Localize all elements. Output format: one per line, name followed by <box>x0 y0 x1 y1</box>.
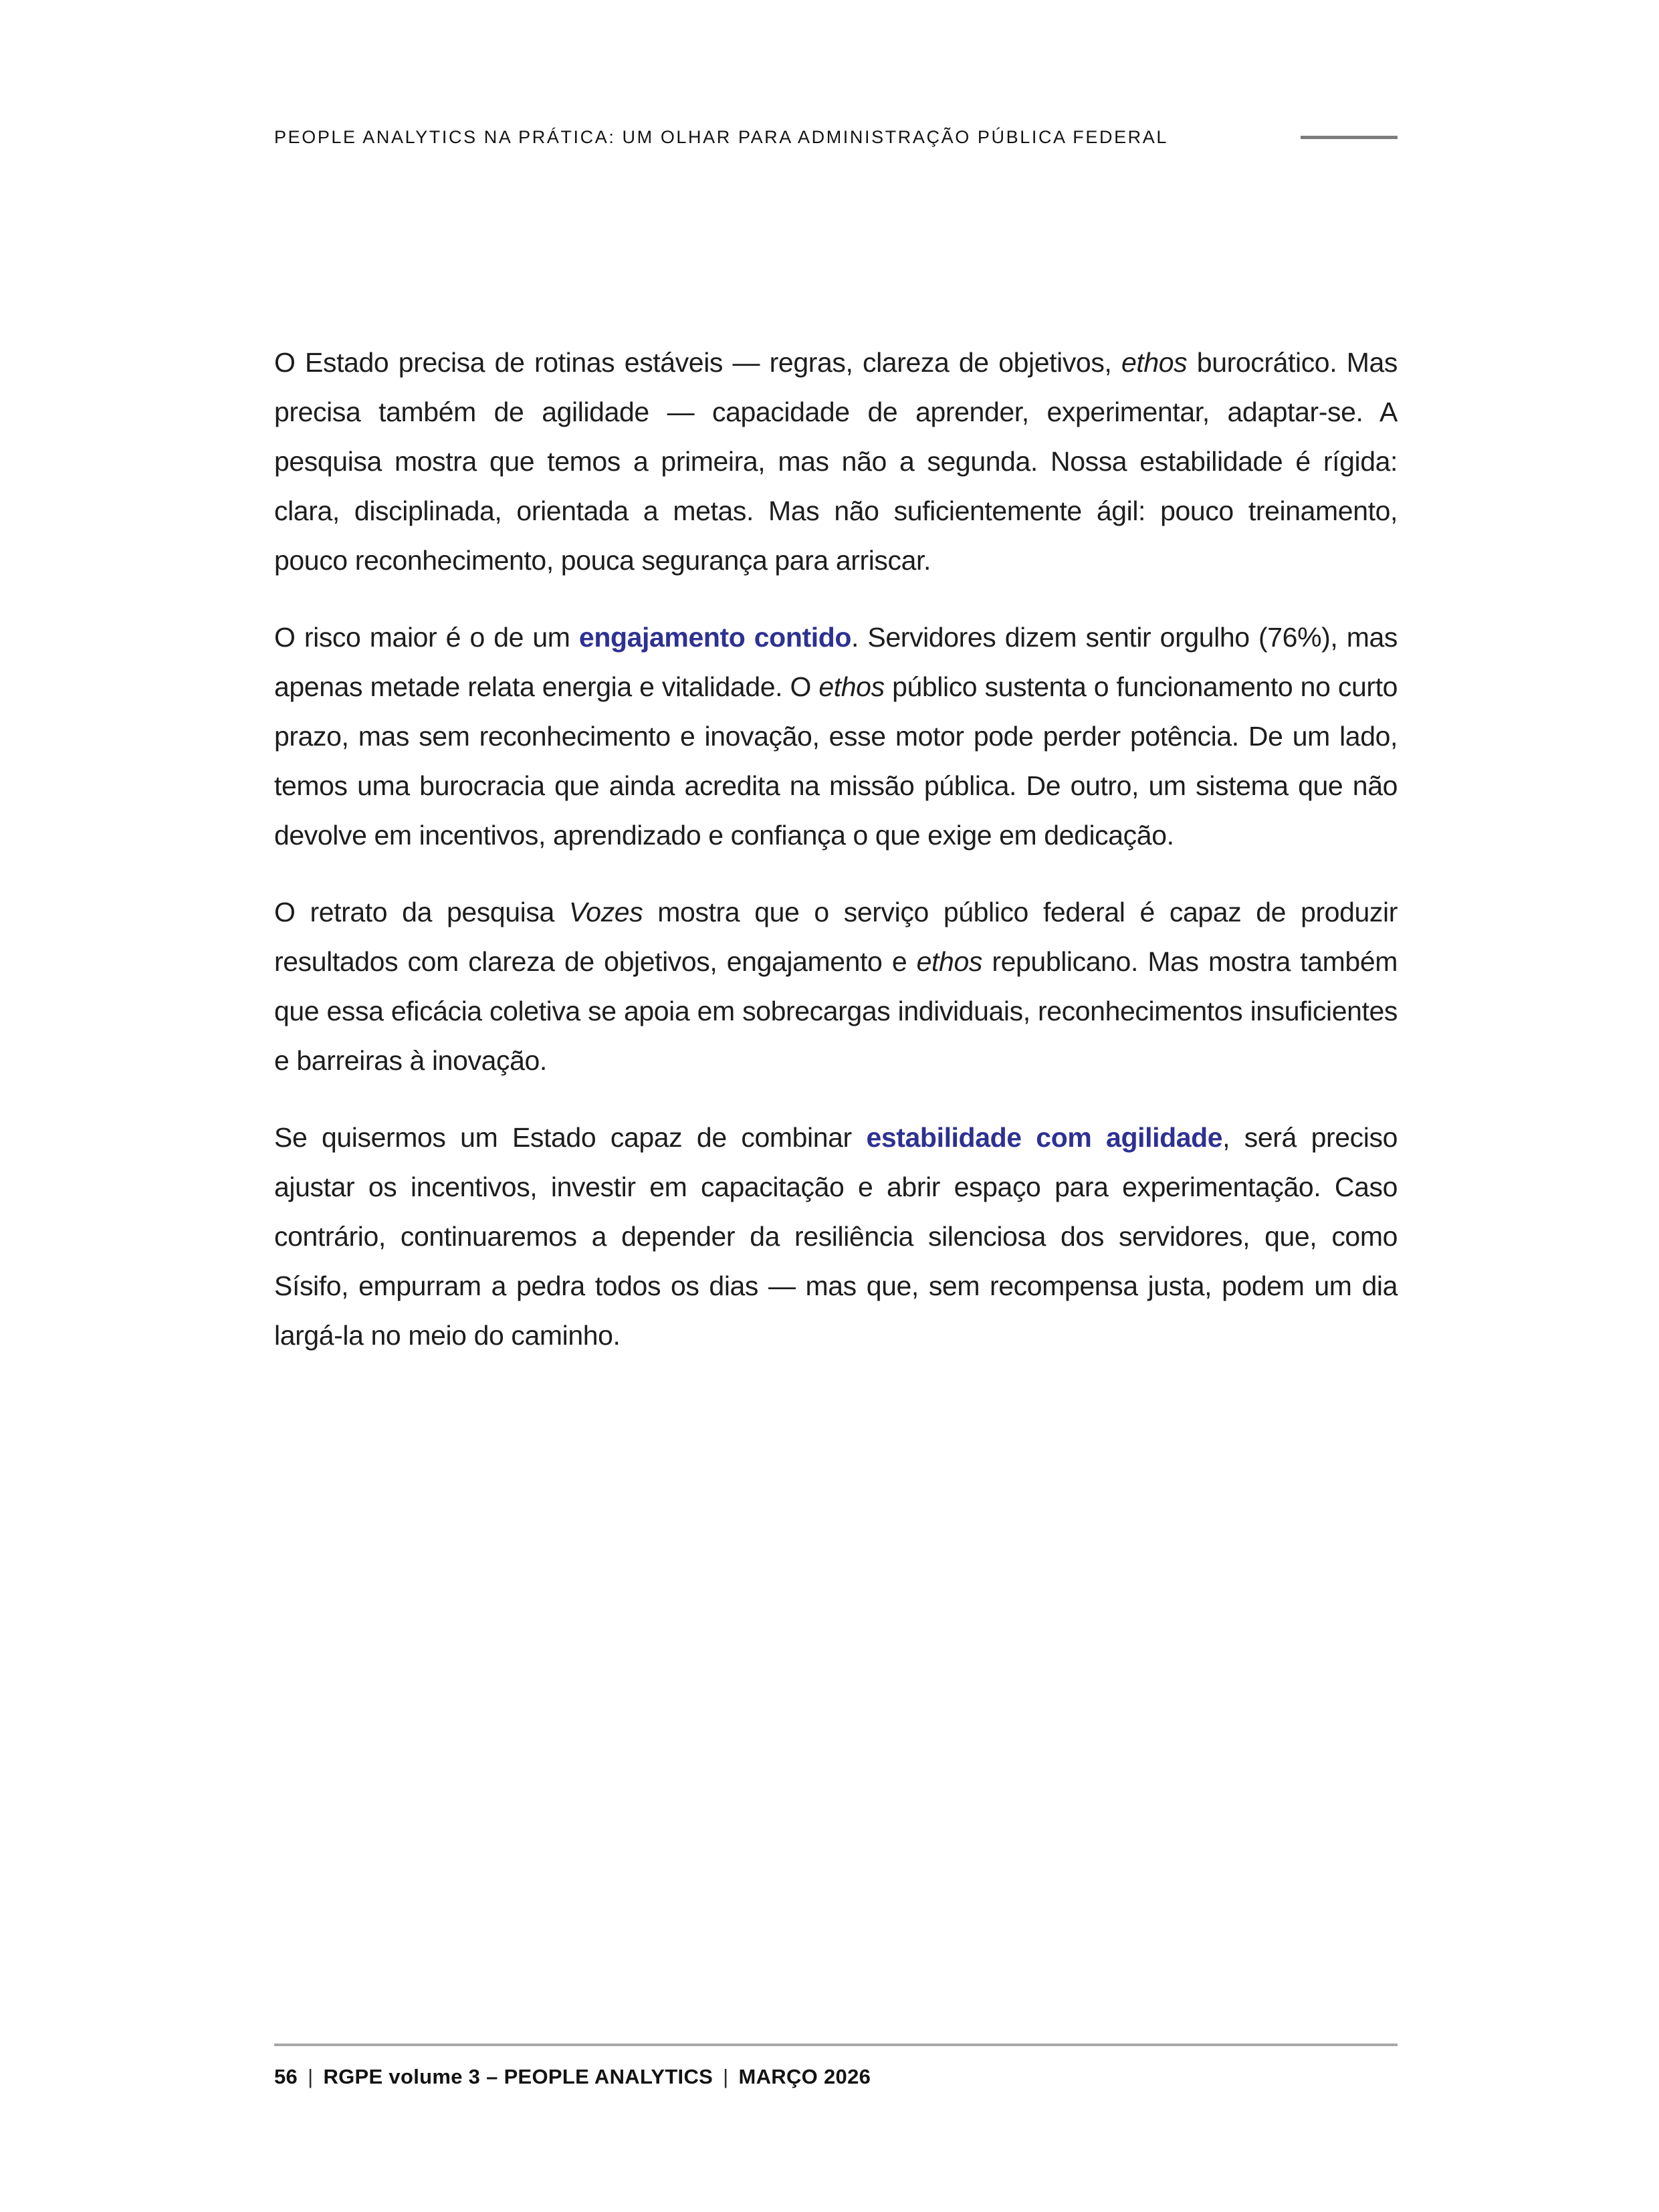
italic-term: Vozes <box>568 897 643 927</box>
body-text-run: mostra que o serviço público federal é capaz de produzir resultados com clareza de objetivos, engajamento e <box>274 897 1398 977</box>
body-text-run: Se quisermos um Estado capaz de combinar <box>274 1122 867 1153</box>
emphasis-accent-text: estabilidade com agilidade <box>866 1122 1223 1153</box>
italic-term: ethos <box>818 671 885 702</box>
body-text-run: , será preciso ajustar os incentivos, investir em capacitação e abrir espaço para experimentação. Caso contrário, continuaremos a depender da resiliência silenciosa dos servidores, que, como Sísifo, empurram a pedra todos os dias — mas que, sem recompensa justa, podem um dia largá-la no meio do caminho. <box>274 1122 1398 1351</box>
article-body <box>274 338 1398 1360</box>
header-rule <box>1301 136 1398 139</box>
body-text-run: republicano. Mas mostra também que essa eficácia coletiva se apoia em sobrecargas individuais, reconhecimentos insuficientes e barreiras à inovação. <box>274 946 1398 1076</box>
body-text-run: O Estado precisa de rotinas estáveis — regras, clareza de objetivos, <box>274 347 1121 378</box>
body-text-run: burocrático. Mas precisa também de agilidade — capacidade de aprender, experimentar, adaptar-se. A pesquisa mostra que temos a primeira, mas não a segunda. Nossa estabilidade é rígida: clara, disciplinada, orientada a metas. Mas não suficientemente ágil: pouco treinamento, pouco reconhecimento, pouca segurança para arriscar. <box>274 347 1398 576</box>
emphasis-accent-text: engajamento contido <box>578 622 852 653</box>
paragraph <box>274 887 1398 1085</box>
paragraph <box>274 1113 1398 1360</box>
footer-issue-date: MARÇO 2026 <box>738 2065 871 2088</box>
running-header-title: PEOPLE ANALYTICS NA PRÁTICA: UM OLHAR PARA ADMINISTRAÇÃO PÚBLICA FEDERAL <box>274 127 1169 147</box>
footer-page-number: 56 <box>274 2065 298 2088</box>
footer-separator: | <box>308 2065 314 2088</box>
paragraph <box>274 338 1398 585</box>
italic-term: ethos <box>916 946 982 977</box>
running-header <box>274 127 1398 148</box>
footer-journal: RGPE volume 3 – PEOPLE ANALYTICS <box>323 2065 713 2088</box>
running-footer <box>274 2065 1398 2089</box>
footer-rule <box>274 2043 1398 2046</box>
paragraph <box>274 613 1398 860</box>
footer-separator: | <box>723 2065 729 2088</box>
body-text-run: . Servidores dizem sentir orgulho (76%), mas apenas metade relata energia e vitalidade. O <box>274 622 1398 702</box>
body-text-run: O risco maior é o de um <box>274 622 579 653</box>
italic-term: ethos <box>1121 347 1188 378</box>
body-text-run: público sustenta o funcionamento no curto prazo, mas sem reconhecimento e inovação, esse motor pode perder potência. De um lado, temos uma burocracia que ainda acredita na missão pública. De outro, um sistema que não devolve em incentivos, aprendizado e confiança o que exige em dedicação. <box>274 671 1398 851</box>
body-text-run: O retrato da pesquisa <box>274 897 569 927</box>
